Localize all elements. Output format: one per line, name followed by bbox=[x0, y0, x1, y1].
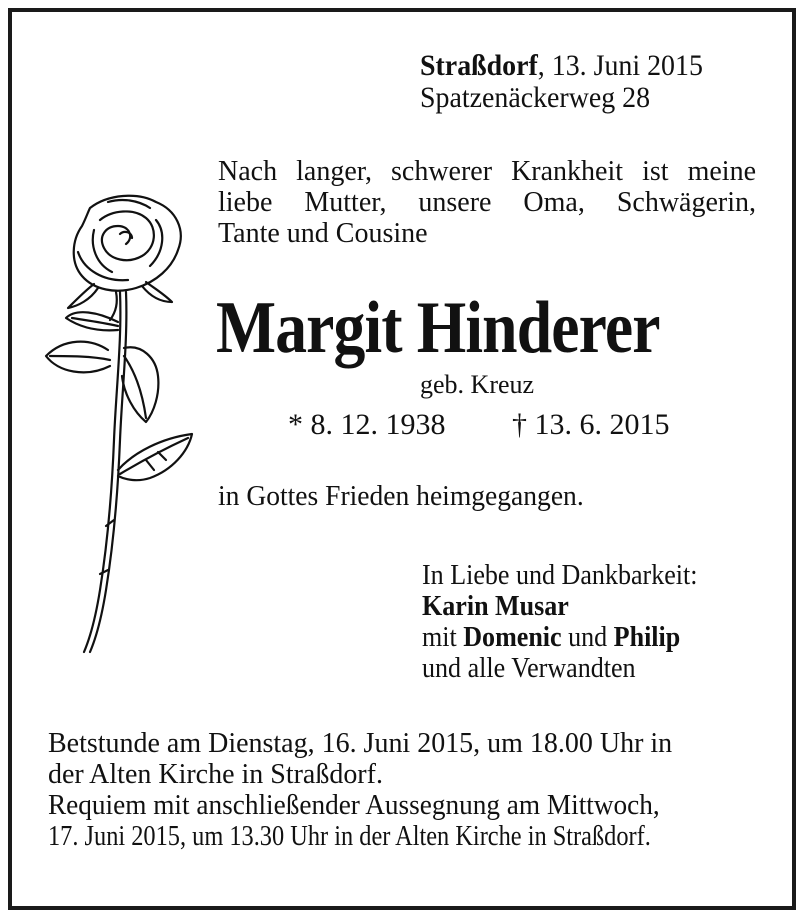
service-notes bbox=[48, 728, 756, 852]
mourner-name: Karin Musar bbox=[422, 591, 569, 622]
signature-text: und bbox=[561, 622, 614, 653]
street-address: Spatzenäckerweg 28 bbox=[420, 81, 651, 114]
intro-line: Tante und Cousine bbox=[218, 218, 428, 249]
notes-line: Betstunde am Dienstag, 16. Juni 2015, um 18.00 Uhr in bbox=[48, 727, 673, 759]
deceased-name: Margit Hinderer bbox=[216, 287, 660, 369]
birth-date: * 8. 12. 1938 bbox=[288, 408, 446, 441]
place-name: Straßdorf bbox=[420, 49, 538, 82]
intro-text bbox=[218, 156, 756, 249]
signature-family bbox=[422, 622, 680, 653]
notes-line: Requiem mit anschließender Aussegnung am Mittwoch, bbox=[48, 789, 660, 821]
intro-line: liebe Mutter, unsere Oma, Schwägerin, bbox=[218, 187, 756, 218]
signature-line: In Liebe und Dankbarkeit: bbox=[422, 560, 698, 591]
peace-text: in Gottes Frieden heimgegangen. bbox=[218, 480, 584, 512]
notes-line: der Alten Kirche in Straßdorf. bbox=[48, 758, 383, 790]
rose-icon bbox=[38, 190, 208, 660]
intro-line: Nach langer, schwerer Krankheit ist meine bbox=[218, 156, 756, 187]
grandchild-name: Domenic bbox=[463, 622, 562, 653]
signature-name bbox=[422, 591, 569, 622]
notice-date: , 13. Juni 2015 bbox=[537, 49, 703, 82]
notes-line: 17. Juni 2015, um 13.30 Uhr in der Alten Kirche in Straßdorf. bbox=[48, 820, 651, 852]
place-date bbox=[420, 50, 703, 82]
signature-relatives: und alle Verwandten bbox=[422, 653, 636, 684]
signature-text: mit bbox=[422, 622, 464, 653]
death-date: † 13. 6. 2015 bbox=[512, 408, 670, 441]
maiden-name: geb. Kreuz bbox=[420, 370, 535, 399]
grandchild-name: Philip bbox=[613, 622, 681, 653]
